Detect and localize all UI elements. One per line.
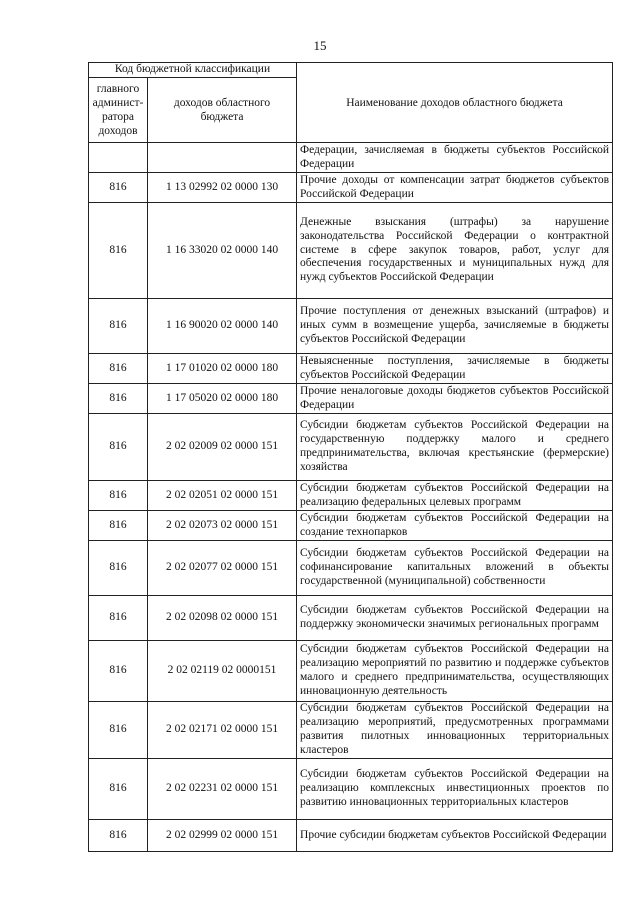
income-code-cell: 2 02 02999 02 0000 151 (148, 820, 297, 852)
income-code-cell: 2 02 02119 02 0000151 (148, 641, 297, 702)
table-row (89, 354, 613, 384)
income-code-cell (148, 143, 297, 173)
table-row (89, 173, 613, 203)
income-name-cell: Субсидии бюджетам субъектов Российской Федерации на софинансирование капитальных вложений в объекты государственной (муниципальной) собственности (297, 541, 613, 596)
income-classification-table (88, 62, 613, 852)
header-income-name: Наименование доходов областного бюджета (297, 63, 613, 143)
income-name-cell: Денежные взыскания (штрафы) за нарушение законодательства Российской Федерации о контрактной системе в сфере закупок товаров, работ, услуг для обеспечения государственных и муниципальных нужд для нужд субъектов Российской Федерации (297, 203, 613, 299)
admin-code-cell: 816 (89, 481, 148, 511)
table-body (89, 143, 613, 852)
income-code-cell: 2 02 02171 02 0000 151 (148, 702, 297, 759)
page-number: 15 (313, 38, 327, 53)
income-name-cell: Невыясненные поступления, зачисляемые в бюджеты субъектов Российской Федерации (297, 354, 613, 384)
table-row (89, 299, 613, 354)
income-name-cell: Прочие субсидии бюджетам субъектов Российской Федерации (297, 820, 613, 852)
income-name-cell: Субсидии бюджетам субъектов Российской Федерации на реализацию федеральных целевых программ (297, 481, 613, 511)
income-name-cell: Субсидии бюджетам субъектов Российской Федерации на поддержку экономически значимых региональных программ (297, 596, 613, 641)
admin-code-cell: 816 (89, 541, 148, 596)
income-code-cell: 1 17 05020 02 0000 180 (148, 384, 297, 414)
table-row (89, 820, 613, 852)
admin-code-cell: 816 (89, 203, 148, 299)
table-row (89, 203, 613, 299)
income-code-cell: 2 02 02009 02 0000 151 (148, 414, 297, 481)
table-row (89, 596, 613, 641)
admin-code-cell: 816 (89, 384, 148, 414)
admin-code-cell (89, 143, 148, 173)
income-code-cell: 1 17 01020 02 0000 180 (148, 354, 297, 384)
table-row (89, 481, 613, 511)
income-name-cell: Субсидии бюджетам субъектов Российской Федерации на реализацию мероприятий по развитию и поддержке субъектов малого и среднего предпринимательства, осуществляющих инновационную деятельность (297, 641, 613, 702)
income-code-cell: 1 16 90020 02 0000 140 (148, 299, 297, 354)
admin-code-cell: 816 (89, 596, 148, 641)
admin-code-cell: 816 (89, 414, 148, 481)
income-name-cell: Субсидии бюджетам субъектов Российской Федерации на государственную поддержку малого и среднего предпринимательства, включая крестьянские (фермерские) хозяйства (297, 414, 613, 481)
income-name-cell: Субсидии бюджетам субъектов Российской Федерации на создание технопарков (297, 511, 613, 541)
admin-code-cell: 816 (89, 299, 148, 354)
income-code-cell: 1 16 33020 02 0000 140 (148, 203, 297, 299)
income-code-cell: 2 02 02231 02 0000 151 (148, 759, 297, 820)
header-income-code-column: доходов областного бюджета (148, 78, 297, 143)
table-row (89, 702, 613, 759)
admin-code-cell: 816 (89, 702, 148, 759)
income-name-cell: Прочие поступления от денежных взысканий (штрафов) и иных сумм в возмещение ущерба, зачисляемые в бюджеты субъектов Российской Федерации (297, 299, 613, 354)
header-admin-column: главного админист-ратора доходов (89, 78, 148, 143)
income-code-cell: 2 02 02077 02 0000 151 (148, 541, 297, 596)
income-code-cell: 2 02 02051 02 0000 151 (148, 481, 297, 511)
admin-code-cell: 816 (89, 759, 148, 820)
income-code-cell: 2 02 02073 02 0000 151 (148, 511, 297, 541)
admin-code-cell: 816 (89, 641, 148, 702)
table-row (89, 414, 613, 481)
admin-code-cell: 816 (89, 511, 148, 541)
table-row (89, 759, 613, 820)
admin-code-cell: 816 (89, 820, 148, 852)
header-classification-code: Код бюджетной классификации (89, 63, 297, 78)
income-name-cell: Прочие неналоговые доходы бюджетов субъектов Российской Федерации (297, 384, 613, 414)
income-name-cell: Субсидии бюджетам субъектов Российской Федерации на реализацию комплексных инвестиционных проектов по развитию инновационных территориальных кластеров (297, 759, 613, 820)
table-row (89, 541, 613, 596)
income-name-cell: Прочие доходы от компенсации затрат бюджетов субъектов Российской Федерации (297, 173, 613, 203)
table-row (89, 143, 613, 173)
table-row (89, 641, 613, 702)
income-name-cell: Федерации, зачисляемая в бюджеты субъектов Российской Федерации (297, 143, 613, 173)
admin-code-cell: 816 (89, 354, 148, 384)
table-row (89, 384, 613, 414)
income-code-cell: 1 13 02992 02 0000 130 (148, 173, 297, 203)
admin-code-cell: 816 (89, 173, 148, 203)
table-row (89, 511, 613, 541)
income-name-cell: Субсидии бюджетам субъектов Российской Федерации на реализацию мероприятий, предусмотренных программами развития пилотных инновационных территориальных кластеров (297, 702, 613, 759)
income-code-cell: 2 02 02098 02 0000 151 (148, 596, 297, 641)
